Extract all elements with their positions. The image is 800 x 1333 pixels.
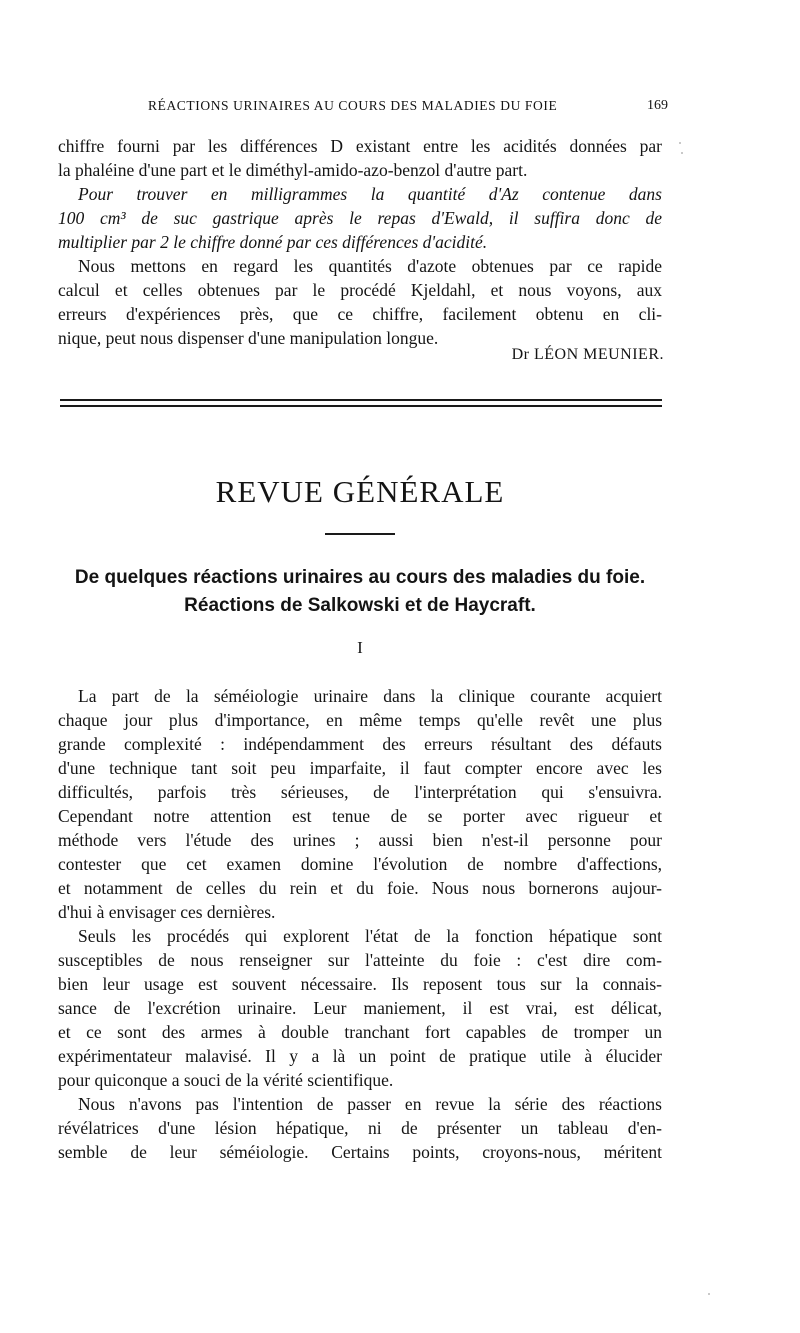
text-line: expérimentateur malavisé. Il y a là un point de pratique utile à élucider — [58, 1046, 662, 1066]
text-line-italic: Pour trouver en milligrammes la quantité d'Az contenue dans — [78, 184, 662, 204]
text-line: chaque jour plus d'importance, en même temps qu'elle revêt une plus — [58, 710, 662, 730]
text-line: nique, peut nous dispenser d'une manipulation longue. — [58, 328, 439, 348]
text-line: Cependant notre attention est tenue de se porter avec rigueur et — [58, 806, 662, 826]
running-head — [148, 98, 668, 120]
print-speck — [708, 1293, 710, 1295]
text-line: sance de l'excrétion urinaire. Leur maniement, il est vrai, est délicat, — [58, 998, 662, 1018]
print-speck — [681, 152, 683, 154]
text-line: semble de leur séméiologie. Certains points, croyons-nous, méritent — [58, 1142, 662, 1162]
title-underline-rule — [325, 533, 395, 535]
text-line: calcul et celles obtenues par le procédé Kjeldahl, et nous voyons, aux — [58, 280, 662, 300]
text-line: Nous mettons en regard les quantités d'azote obtenues par ce rapide — [78, 256, 662, 276]
author-signature: Dr LÉON MEUNIER. — [511, 346, 664, 363]
text-line: la phaléine d'une part et le diméthyl-amido-azo-benzol d'autre part. — [58, 160, 528, 180]
text-line-italic: multiplier par 2 le chiffre donné par ces différences d'acidité. — [58, 232, 488, 252]
text-line: contester que cet examen domine l'évolution de nombre d'affections, — [58, 854, 662, 874]
text-line: et notamment de celles du rein et du foie. Nous nous bornerons aujour- — [58, 878, 662, 898]
section-divider-rule — [60, 399, 662, 401]
text-line: révélatrices d'une lésion hépatique, ni de présenter un tableau d'en- — [58, 1118, 662, 1138]
text-line: Nous n'avons pas l'intention de passer en revue la série des réactions — [78, 1094, 662, 1114]
text-line: et ce sont des armes à double tranchant fort capables de tromper un — [58, 1022, 662, 1042]
text-line: chiffre fourni par les différences D existant entre les acidités données par — [58, 136, 662, 156]
article-title-line: De quelques réactions urinaires au cours des maladies du foie. — [74, 567, 646, 588]
text-line: méthode vers l'étude des urines ; aussi bien n'est-il personne pour — [58, 830, 662, 850]
text-line-italic: 100 cm³ de suc gastrique après le repas d'Ewald, il suffira donc de — [58, 208, 662, 228]
page-number: 169 — [647, 98, 668, 113]
article-title-line: Réactions de Salkowski et de Haycraft. — [184, 595, 536, 616]
text-line: bien leur usage est souvent nécessaire. Ils reposent tous sur la connais- — [58, 974, 662, 994]
section-title: REVUE GÉNÉRALE — [215, 474, 505, 509]
part-number: I — [357, 638, 363, 657]
text-line: pour quiconque a souci de la vérité scientifique. — [58, 1070, 394, 1090]
text-line: grande complexité : indépendamment des erreurs résultant des défauts — [58, 734, 662, 754]
text-line: difficultés, parfois très sérieuses, de l'interprétation qui s'ensuivra. — [58, 782, 662, 802]
print-speck — [679, 142, 681, 144]
text-line: d'une technique tant soit peu imparfaite, il faut compter encore avec les — [58, 758, 662, 778]
text-line: La part de la séméiologie urinaire dans la clinique courante acquiert — [78, 686, 662, 706]
text-line: erreurs d'expériences près, que ce chiffre, facilement obtenu en cli- — [58, 304, 662, 324]
section-divider-rule — [60, 405, 662, 407]
text-line: susceptibles de nous renseigner sur l'atteinte du foie : c'est dire com- — [58, 950, 662, 970]
running-title: RÉACTIONS URINAIRES AU COURS DES MALADIES DU FOIE — [148, 98, 558, 113]
text-line: d'hui à envisager ces dernières. — [58, 902, 276, 922]
text-line: Seuls les procédés qui explorent l'état de la fonction hépatique sont — [78, 926, 662, 946]
